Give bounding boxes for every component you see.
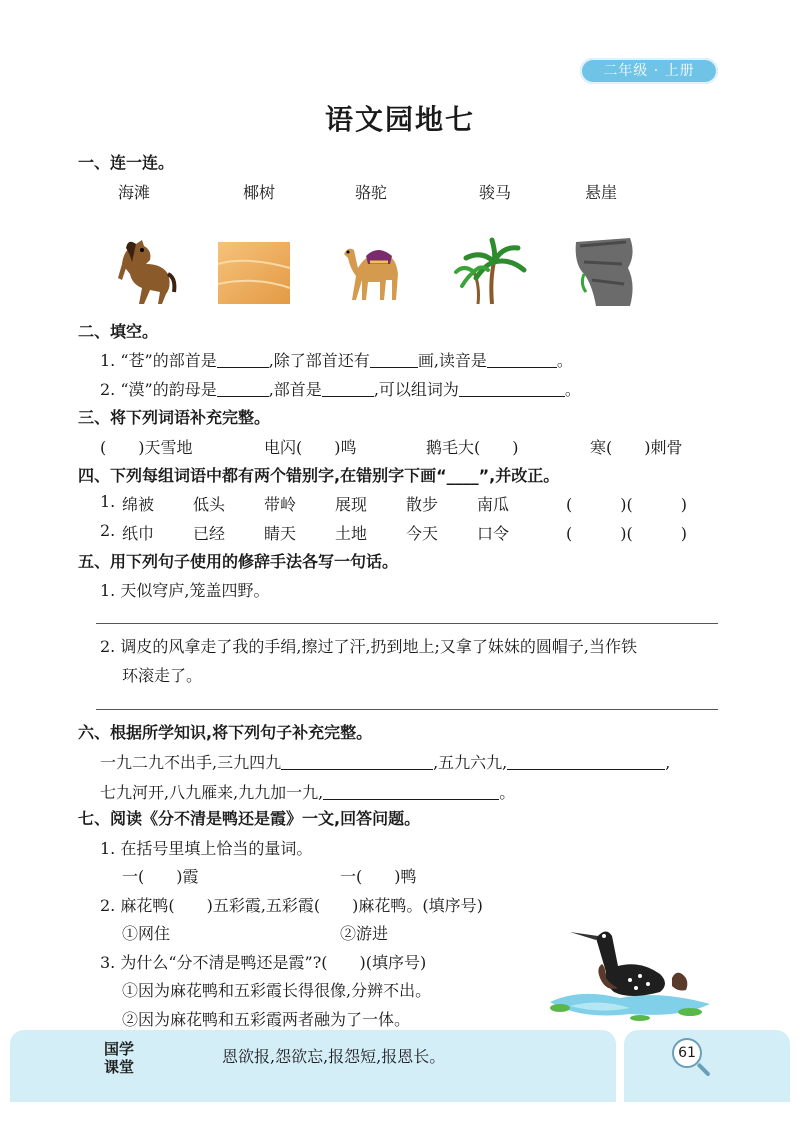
- word-group-item: 已经: [193, 524, 226, 543]
- word-group-item: 土地: [335, 524, 368, 543]
- correction-brackets[interactable]: ( )( ): [566, 524, 687, 543]
- word-camel: 骆驼: [355, 183, 388, 202]
- word-group-item: 纸巾: [122, 524, 155, 543]
- q1-text-c: 画,读音是: [417, 351, 487, 370]
- reading-question-1: 1. 在括号里填上恰当的量词。: [100, 839, 313, 858]
- word-group-item: 低头: [193, 495, 226, 514]
- blank[interactable]: [217, 352, 269, 368]
- q1-text-b: ,除了部首还有: [268, 351, 370, 370]
- section-6-heading: 六、根据所学知识,将下列句子补充完整。: [78, 723, 373, 742]
- q1-text-d: 。: [556, 351, 573, 370]
- word-coconut-tree: 椰树: [243, 183, 276, 202]
- horse-image: [102, 234, 178, 308]
- fill-question-2: [100, 377, 581, 400]
- option-1: ①网住: [122, 924, 171, 943]
- idiom-item: 电闪( )鸣: [264, 438, 357, 457]
- sand-image: [216, 234, 292, 308]
- fill-question-1: [100, 348, 573, 371]
- blank[interactable]: [507, 754, 665, 770]
- text-c: ,: [665, 753, 671, 772]
- text-b: 。: [499, 783, 516, 802]
- section-3-heading: 三、将下列词语补充完整。: [78, 408, 271, 427]
- page-title: 语文园地七: [324, 103, 475, 136]
- cliff-image: [570, 234, 646, 308]
- correction-brackets[interactable]: ( )( ): [566, 495, 687, 514]
- word-beach: 海滩: [118, 183, 151, 202]
- idiom-item: ( )天雪地: [100, 438, 193, 457]
- section-2-heading: 二、填空。: [78, 322, 159, 341]
- duck-illustration: [540, 918, 720, 1022]
- blank[interactable]: [322, 381, 374, 397]
- word-steed: 骏马: [479, 183, 512, 202]
- guoxue-label: 国学课堂: [104, 1040, 135, 1076]
- word-group-item: 散步: [406, 495, 439, 514]
- section-7-heading: 七、阅读《分不清是鸭还是霞》一文,回答问题。: [78, 809, 421, 828]
- proverb-text: 恩欲报,怨欲忘,报怨短,报恩长。: [222, 1047, 446, 1066]
- text-a: 一九二九不出手,三九四九: [100, 753, 282, 772]
- answer-line[interactable]: [96, 709, 718, 710]
- section-5-heading: 五、用下列句子使用的修辞手法各写一句话。: [78, 552, 399, 571]
- section-1-heading: 一、连一连。: [78, 153, 175, 172]
- answer-option-2: ②因为麻花鸭和五彩霞两者融为了一体。: [122, 1010, 411, 1029]
- blank[interactable]: [459, 381, 565, 397]
- footer-page-panel: [624, 1030, 790, 1102]
- q2-text-c: ,可以组词为: [373, 380, 459, 399]
- rhetoric-question-2: 2. 调皮的风拿走了我的手绢,擦过了汗,扔到地上;又拿了妹妹的圆帽子,当作铁: [100, 637, 638, 656]
- text-b: ,五九六九,: [433, 753, 508, 772]
- q2-text-a: 2. “漠”的韵母是: [100, 380, 217, 399]
- section-4-heading: 四、下列每组词语中都有两个错别字,在错别字下画“____”,并改正。: [78, 466, 560, 485]
- text-a: 七九河开,八九雁来,九九加一九,: [100, 783, 324, 802]
- word-group-item: 绵被: [122, 495, 155, 514]
- measure-word-blank-1[interactable]: 一( )霞: [122, 867, 199, 886]
- camel-image: [334, 234, 410, 308]
- q1-text-a: 1. “苍”的部首是: [100, 351, 217, 370]
- word-group-item: 展现: [335, 495, 368, 514]
- blank[interactable]: [323, 784, 499, 800]
- idiom-item: 鹅毛大( ): [426, 438, 519, 457]
- answer-line[interactable]: [96, 623, 718, 624]
- page-number: 61: [672, 1038, 702, 1068]
- grade-badge: 二年级 · 上册: [580, 58, 718, 84]
- q2-text-d: 。: [564, 380, 581, 399]
- word-group-item: 今天: [406, 524, 439, 543]
- reading-question-2: 2. 麻花鸭( )五彩霞,五彩霞( )麻花鸭。(填序号): [100, 896, 483, 915]
- word-group-1-number: 1.: [100, 492, 116, 511]
- rhetoric-question-1: 1. 天似穹庐,笼盖四野。: [100, 581, 270, 600]
- option-2: ②游进: [340, 924, 389, 943]
- measure-word-blank-2[interactable]: 一( )鸭: [340, 867, 417, 886]
- blank[interactable]: [281, 754, 433, 770]
- idiom-item: 寒( )刺骨: [590, 438, 683, 457]
- reading-question-3: 3. 为什么“分不清是鸭还是霞”?( )(填序号): [100, 953, 427, 972]
- word-group-2-number: 2.: [100, 521, 116, 540]
- word-cliff: 悬崖: [585, 183, 618, 202]
- rhetoric-question-2-cont: 环滚走了。: [122, 666, 203, 685]
- word-group-item: 南瓜: [477, 495, 510, 514]
- nine-nine-line-1: [100, 750, 670, 773]
- nine-nine-line-2: [100, 780, 515, 803]
- word-group-item: 睛天: [264, 524, 297, 543]
- blank[interactable]: [487, 352, 557, 368]
- word-group-item: 口令: [477, 524, 510, 543]
- answer-option-1: ①因为麻花鸭和五彩霞长得很像,分辨不出。: [122, 981, 432, 1000]
- blank[interactable]: [370, 352, 418, 368]
- word-group-item: 带岭: [264, 495, 297, 514]
- palm-tree-image: [452, 234, 528, 308]
- q2-text-b: ,部首是: [268, 380, 322, 399]
- blank[interactable]: [217, 381, 269, 397]
